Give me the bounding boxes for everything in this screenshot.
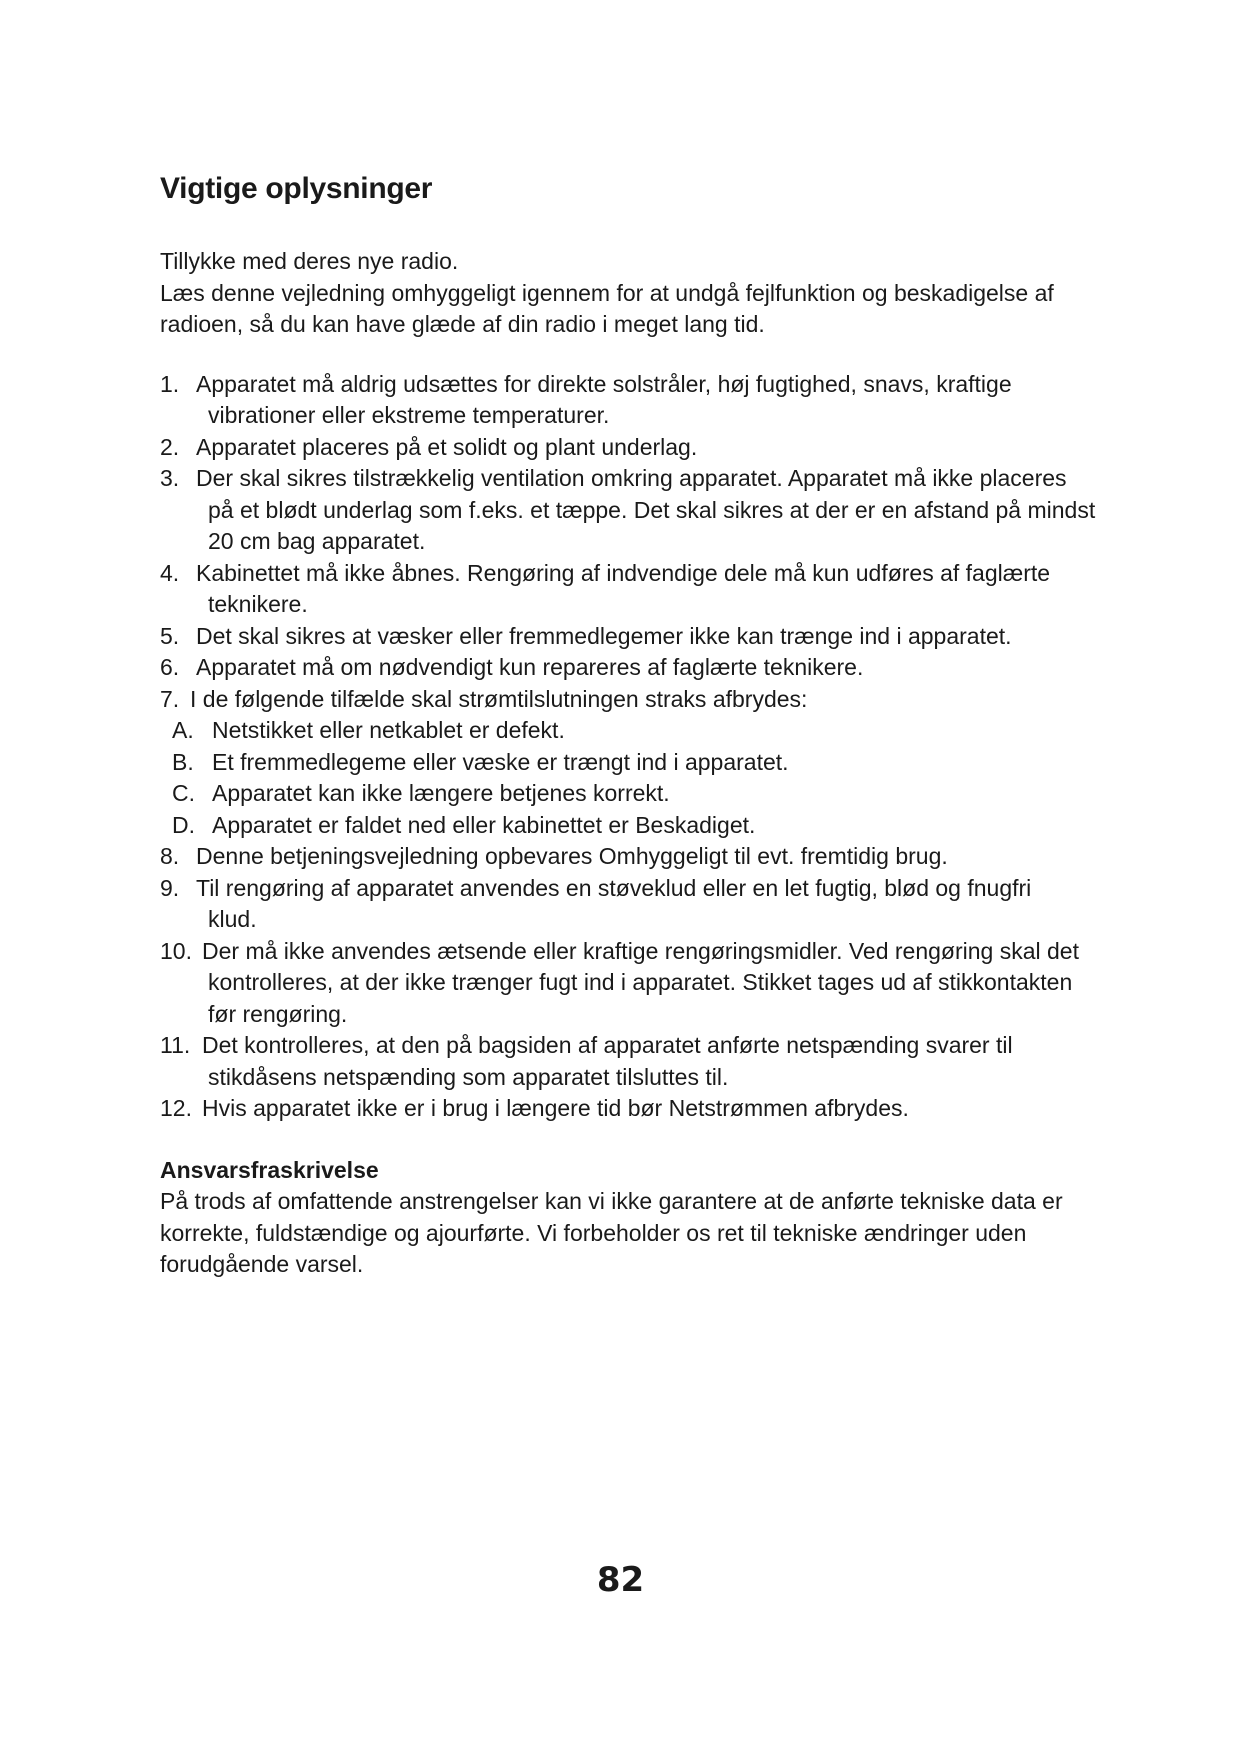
intro-line: Læs denne vejledning omhyggeligt igennem for at undgå fejlfunktion og beskadigelse af [160, 279, 1054, 306]
sub-item-letter: A. [172, 717, 194, 743]
disclaimer-line: På trods af omfattende anstrengelser kan vi ikke garantere at de anførte tekniske data er [160, 1188, 1063, 1214]
list-item [160, 1030, 1100, 1093]
item-text: 20 cm bag apparatet. [208, 528, 426, 554]
list-item [160, 684, 1100, 716]
sub-item-text: Apparatet kan ikke længere betjenes korrekt. [212, 780, 670, 806]
item-number: 2. [160, 433, 180, 460]
item-text: Der skal sikres tilstrækkelig ventilation omkring apparatet. Apparatet må ikke placeres [196, 465, 1067, 491]
intro-line: Tillykke med deres nye radio. [160, 248, 459, 274]
item-text: I de følgende tilfælde skal strømtilslutningen straks afbrydes: [190, 685, 808, 712]
item-number: 8. [160, 843, 180, 869]
item-text: Til rengøring af apparatet anvendes en støveklud eller en let fugtig, blød og fnugfri [196, 874, 1032, 901]
sub-item-text: Apparatet er faldet ned eller kabinettet er Beskadiget. [212, 811, 756, 838]
item-text: stikdåsens netspænding som apparatet tilsluttes til. [208, 1063, 729, 1090]
item-number: 11. [160, 1032, 191, 1058]
item-text: Det kontrolleres, at den på bagsiden af apparatet anførte netspænding svarer til [202, 1032, 1013, 1058]
disclaimer-section [160, 1155, 1100, 1281]
list-item [160, 621, 1100, 653]
item-text: vibrationer eller ekstreme temperaturer. [208, 402, 610, 428]
item-number: 9. [160, 874, 180, 901]
list-item [160, 873, 1100, 936]
item-number: 12. [160, 1095, 192, 1121]
item-number: 7. [160, 685, 180, 712]
item-text: Apparatet må om nødvendigt kun repareres af faglærte teknikere. [196, 654, 864, 680]
item-text: Denne betjeningsvejledning opbevares Omhyggeligt til evt. fremtidig brug. [196, 843, 948, 869]
list-item [160, 463, 1100, 558]
sub-item-text: Et fremmedlegeme eller væske er trængt ind i apparatet. [212, 748, 789, 775]
sub-item-letter: D. [172, 811, 195, 838]
page-title: Vigtige oplysninger [160, 172, 433, 205]
item-text: teknikere. [208, 591, 308, 617]
item-number: 5. [160, 622, 180, 649]
sub-list-item [160, 715, 1100, 747]
item-number: 1. [160, 370, 180, 397]
disclaimer-line: korrekte, fuldstændige og ajourførte. Vi forbeholder os ret til tekniske ændringer uden [160, 1219, 1027, 1246]
list-item [160, 558, 1100, 621]
sub-item-letter: B. [172, 748, 194, 775]
sub-item-letter: C. [172, 780, 195, 806]
item-number: 6. [160, 654, 180, 680]
list-item [160, 432, 1100, 464]
list-item [160, 841, 1100, 873]
intro-line: radioen, så du kan have glæde af din radio i meget lang tid. [160, 311, 765, 337]
sub-list-item [160, 810, 1100, 842]
list-item [160, 652, 1100, 684]
list-item [160, 1093, 1100, 1125]
item-number: 4. [160, 559, 180, 586]
list-item [160, 369, 1100, 432]
list-item [160, 936, 1100, 1031]
item-text: Kabinettet må ikke åbnes. Rengøring af indvendige dele må kun udføres af faglærte [196, 559, 1051, 586]
disclaimer-heading: Ansvarsfraskrivelse [160, 1156, 379, 1183]
item-text: kontrolleres, at der ikke trænger fugt ind i apparatet. Stikket tages ud af stikkontakten [208, 969, 1073, 995]
item-text: på et blødt underlag som f.eks. et tæppe. Det skal sikres at der er en afstand på mindst [208, 496, 1096, 523]
intro-text [160, 246, 1100, 341]
item-text: klud. [208, 906, 257, 932]
disclaimer-line: forudgående varsel. [160, 1251, 364, 1277]
item-text: Det skal sikres at væsker eller fremmedlegemer ikke kan trænge ind i apparatet. [196, 622, 1012, 649]
sub-list-item [160, 747, 1100, 779]
sub-item-text: Netstikket eller netkablet er defekt. [212, 717, 565, 743]
item-text: før rengøring. [208, 1000, 348, 1027]
item-number: 10. [160, 937, 192, 964]
item-text: Apparatet må aldrig udsættes for direkte solstråler, høj fugtighed, snavs, kraftige [196, 370, 1012, 397]
page-number: 82 [596, 1560, 645, 1600]
item-text: Der må ikke anvendes ætsende eller kraftige rengøringsmidler. Ved rengøring skal det [202, 937, 1079, 964]
document-page [160, 170, 1100, 1281]
item-text: Hvis apparatet ikke er i brug i længere tid bør Netstrømmen afbrydes. [202, 1095, 909, 1121]
item-text: Apparatet placeres på et solidt og plant underlag. [196, 433, 698, 460]
item-number: 3. [160, 465, 180, 491]
safety-list [160, 369, 1100, 1125]
sub-list-item [160, 778, 1100, 810]
